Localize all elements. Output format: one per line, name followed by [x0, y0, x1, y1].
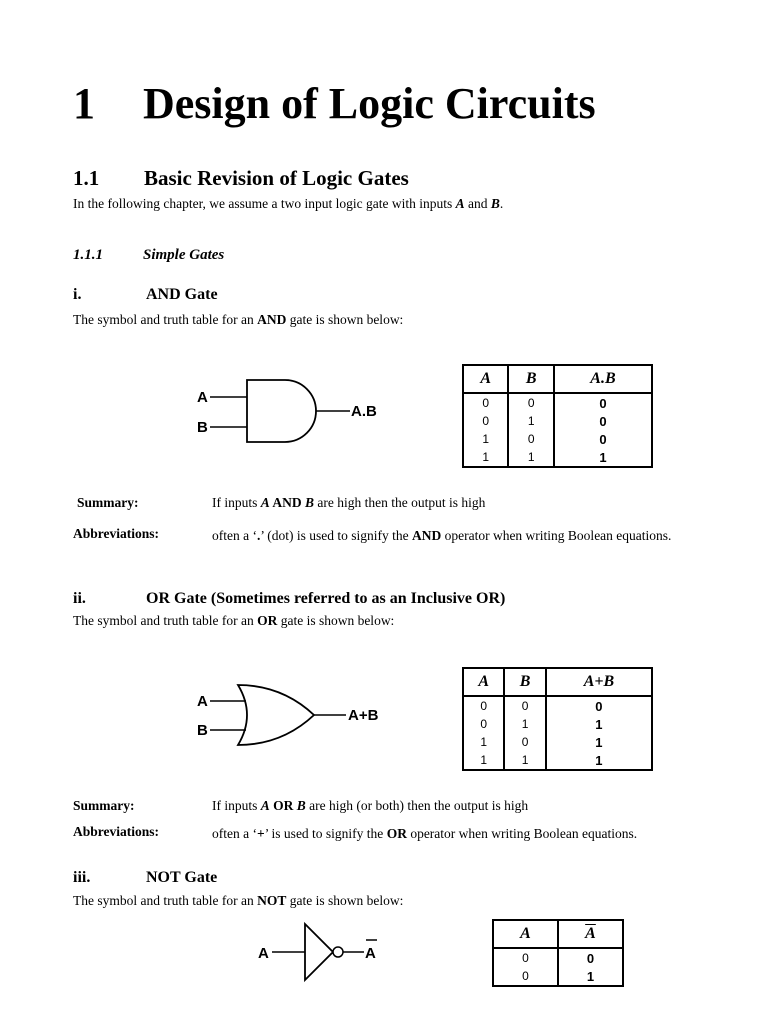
- table-cell: 1: [504, 751, 545, 770]
- and-summary-p1: If inputs: [212, 495, 261, 510]
- table-cell: 0: [482, 414, 490, 428]
- table-cell: 1: [482, 450, 490, 464]
- or-summary-b: B: [296, 798, 306, 813]
- intro-and: and: [464, 196, 491, 211]
- and-summary-label: Summary:: [77, 495, 139, 510]
- intro-text: In the following chapter, we assume a two input logic gate with inputs: [73, 196, 456, 211]
- section-number: 1.1: [73, 166, 100, 190]
- table-cell: 0: [504, 696, 545, 715]
- and-gate-body: [247, 380, 316, 442]
- intro-var-b: B: [490, 196, 500, 211]
- table-cell: 1: [508, 448, 553, 467]
- and-abbr-p2: ’ (dot) is used to signify the: [260, 528, 412, 543]
- not-gate-body: [305, 924, 333, 980]
- and-input-b-label: B: [197, 419, 208, 436]
- and-abbr-p3: operator when writing Boolean equations.: [441, 528, 672, 543]
- and-abbr-p1: often a ‘: [212, 528, 257, 543]
- and-summary-b: B: [305, 495, 315, 510]
- table-cell: 0: [504, 733, 545, 751]
- subsection-title: Simple Gates: [143, 247, 225, 263]
- table-row: [463, 715, 652, 733]
- or-output-label: A+B: [348, 707, 379, 724]
- section-heading: [73, 166, 409, 191]
- subsection-heading: [73, 247, 224, 264]
- and-gate-description: [73, 312, 403, 328]
- not-input-label: A: [258, 945, 269, 962]
- intro-end: .: [499, 196, 504, 211]
- or-desc-after: gate is shown below:: [277, 613, 395, 628]
- and-truth-table: [462, 364, 653, 468]
- subsection-number: 1.1.1: [73, 247, 103, 263]
- table-cell: 0: [480, 699, 488, 713]
- table-row: [493, 948, 623, 967]
- and-summary-text: [212, 495, 485, 511]
- and-input-a-label: A: [197, 389, 208, 406]
- and-gate-title: AND Gate: [146, 286, 218, 303]
- intro-paragraph: [73, 196, 503, 212]
- table-row: [463, 430, 652, 448]
- section-title: Basic Revision of Logic Gates: [144, 166, 409, 190]
- table-cell: 1: [558, 967, 623, 986]
- not-gate-symbol: [250, 918, 390, 988]
- table-header: A+B: [546, 668, 652, 696]
- not-gate-heading: [73, 869, 217, 887]
- table-cell: 0: [522, 969, 529, 983]
- or-abbr-text: [212, 824, 695, 843]
- table-cell: 1: [480, 753, 488, 767]
- table-header: A.B: [554, 365, 652, 393]
- intro-var-a: A: [455, 196, 465, 211]
- table-cell: 1: [546, 733, 652, 751]
- and-abbr-label: Abbreviations:: [73, 526, 160, 541]
- table-cell: 1: [508, 412, 553, 430]
- table-cell: 0: [480, 717, 488, 731]
- table-header: A: [493, 920, 558, 948]
- or-gate-heading: [73, 590, 505, 608]
- or-desc-bold: OR: [257, 613, 278, 628]
- not-truth-table: [492, 919, 624, 987]
- chapter-title: Design of Logic Circuits: [143, 79, 596, 128]
- table-cell: 0: [554, 430, 652, 448]
- or-abbr-p3: operator when writing Boolean equations.: [406, 826, 638, 841]
- or-input-a-label: A: [197, 693, 208, 710]
- and-abbr-sym: .: [256, 528, 261, 543]
- chapter-number: 1: [73, 79, 95, 128]
- or-gate-title: OR Gate (Sometimes referred to as an Inclusive OR): [146, 590, 506, 607]
- table-row: [463, 751, 652, 770]
- table-cell: 0: [554, 393, 652, 412]
- table-cell: 1: [546, 715, 652, 733]
- table-cell: 0: [558, 948, 623, 967]
- or-summary-p1: If inputs: [212, 798, 261, 813]
- table-cell: 0: [508, 393, 553, 412]
- or-truth-table: [462, 667, 653, 771]
- or-desc-text: The symbol and truth table for an: [73, 613, 258, 628]
- table-cell: 0: [522, 951, 529, 965]
- and-summary-a: A: [260, 495, 270, 510]
- table-header: $\overline{A}$: [558, 920, 623, 948]
- table-cell: 1: [504, 715, 545, 733]
- or-summary-text: [212, 798, 528, 814]
- table-cell: 1: [554, 448, 652, 467]
- or-input-b-label: B: [197, 722, 208, 739]
- or-gate-description: [73, 613, 394, 629]
- and-gate-symbol: [190, 370, 400, 450]
- table-cell: 1: [482, 432, 490, 446]
- or-summary-p2: are high (or both) then the output is high: [305, 798, 529, 813]
- or-abbr-p1: often a ‘: [212, 826, 257, 841]
- table-cell: 0: [546, 696, 652, 715]
- table-cell: 1: [480, 735, 488, 749]
- or-summary-a: A: [260, 798, 270, 813]
- not-gate-number: iii.: [73, 869, 91, 886]
- and-desc-after: gate is shown below:: [286, 312, 404, 327]
- not-desc-text: The symbol and truth table for an: [73, 893, 258, 908]
- or-abbr-p2: ’ is used to signify the: [264, 826, 387, 841]
- chapter-heading: [73, 78, 596, 129]
- not-inversion-bubble: [333, 947, 343, 957]
- or-abbr-sym: +: [256, 826, 265, 841]
- table-header: B: [504, 668, 545, 696]
- table-header: B: [508, 365, 553, 393]
- and-abbr-op: AND: [411, 528, 442, 543]
- table-cell: 1: [546, 751, 652, 770]
- table-cell: 0: [482, 396, 490, 410]
- or-gate-number: ii.: [73, 590, 86, 607]
- not-desc-after: gate is shown below:: [286, 893, 404, 908]
- table-row: [463, 412, 652, 430]
- or-summary-op: OR: [269, 798, 297, 813]
- table-header: A: [463, 668, 504, 696]
- and-abbr-text: [212, 526, 695, 545]
- table-cell: 0: [554, 412, 652, 430]
- and-desc-text: The symbol and truth table for an: [73, 312, 258, 327]
- and-output-label: A.B: [351, 403, 377, 420]
- or-abbr-op: OR: [386, 826, 407, 841]
- not-gate-title: NOT Gate: [146, 869, 218, 886]
- table-row: [493, 967, 623, 986]
- and-gate-heading: [73, 286, 218, 304]
- and-summary-op: AND: [269, 495, 306, 510]
- or-gate-symbol: [190, 676, 400, 756]
- and-summary-p2: are high then the output is high: [314, 495, 486, 510]
- table-cell: 0: [508, 430, 553, 448]
- table-row: [463, 393, 652, 412]
- not-desc-bold: NOT: [257, 893, 287, 908]
- table-row: [463, 733, 652, 751]
- and-gate-number: i.: [73, 286, 82, 303]
- and-desc-bold: AND: [257, 312, 287, 327]
- or-gate-body: [238, 685, 314, 745]
- not-output-label: A: [365, 945, 376, 962]
- or-abbr-label: Abbreviations:: [73, 824, 160, 839]
- not-gate-description: [73, 893, 403, 909]
- table-header: A: [463, 365, 508, 393]
- table-row: [463, 696, 652, 715]
- table-row: [463, 448, 652, 467]
- or-summary-label: Summary:: [73, 798, 135, 813]
